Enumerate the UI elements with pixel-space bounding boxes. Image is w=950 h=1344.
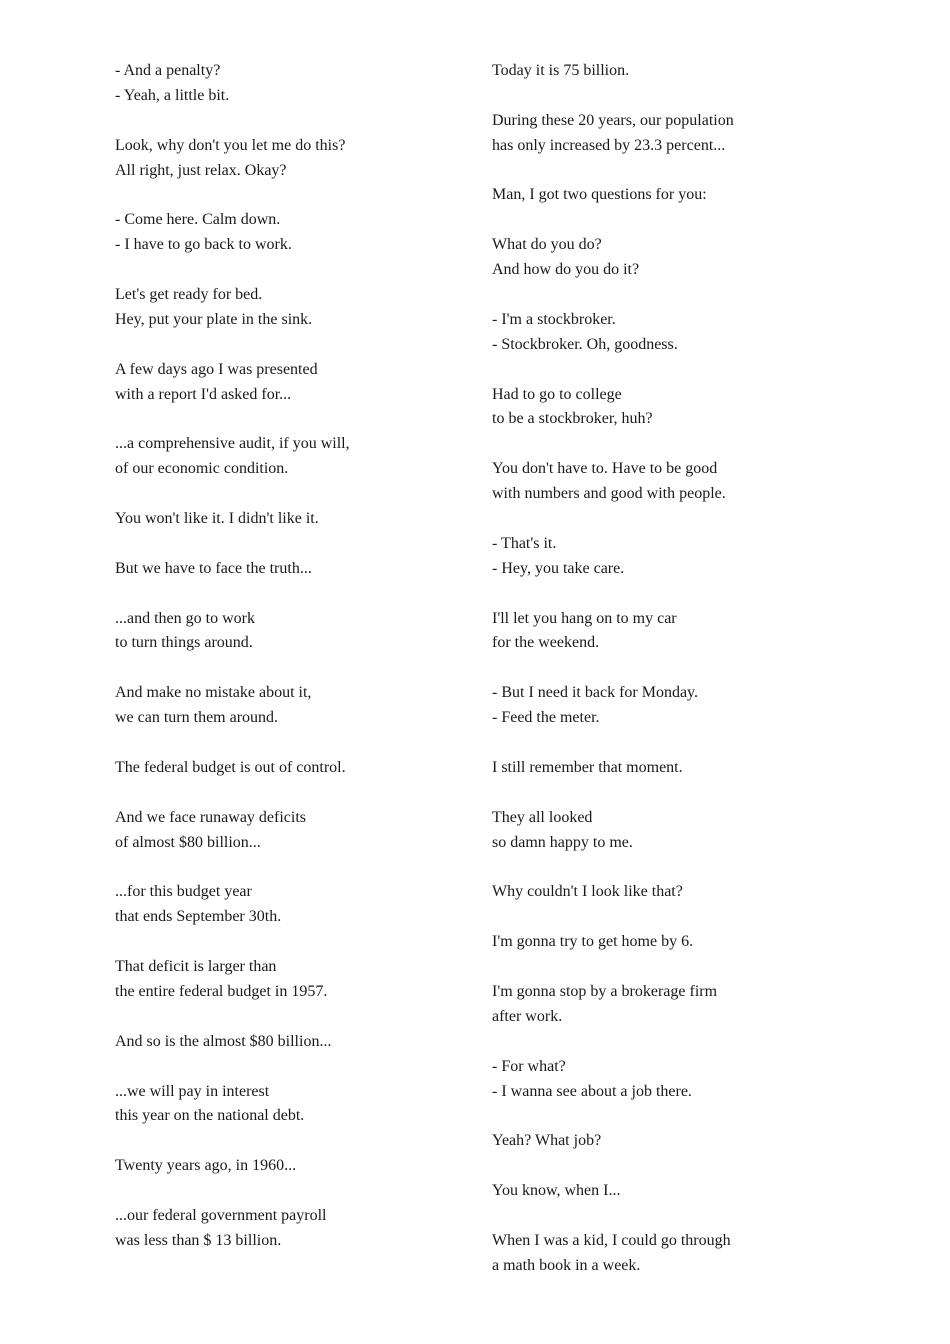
subtitle-block [492, 930, 832, 955]
subtitle-line: ...for this budget year [115, 883, 252, 901]
subtitle-line: ...we will pay in interest [115, 1082, 270, 1100]
subtitle-line: - I have to go back to work. [115, 236, 292, 254]
subtitle-block [115, 134, 455, 184]
subtitle-block [492, 457, 832, 507]
subtitle-block [492, 383, 832, 433]
subtitle-line: so damn happy to me. [492, 833, 633, 851]
subtitle-block [115, 59, 455, 109]
right-column [492, 59, 832, 1304]
subtitle-block [115, 681, 455, 731]
subtitle-line: And we face runaway deficits [115, 808, 307, 826]
subtitle-line: That deficit is larger than [115, 958, 277, 976]
subtitle-line: Had to go to college [492, 385, 622, 403]
subtitle-line: - Yeah, a little bit. [115, 86, 230, 104]
subtitle-block [492, 806, 832, 856]
subtitle-line: And how do you do it? [492, 261, 640, 279]
subtitle-line: And so is the almost $80 billion... [115, 1032, 332, 1050]
subtitle-line: after work. [492, 1007, 563, 1025]
subtitle-line: But we have to face the truth... [115, 559, 312, 577]
subtitle-line: we can turn them around. [115, 709, 279, 727]
subtitle-block [492, 308, 832, 358]
subtitle-block [492, 681, 832, 731]
subtitle-line: ...our federal government payroll [115, 1206, 327, 1224]
subtitle-block [115, 955, 455, 1005]
subtitle-block [492, 1129, 832, 1154]
subtitle-block [115, 283, 455, 333]
subtitle-line: - Feed the meter. [492, 709, 600, 727]
subtitle-line: ...and then go to work [115, 609, 255, 627]
subtitle-line: - That's it. [492, 534, 557, 552]
subtitle-line: You won't like it. I didn't like it. [115, 510, 319, 528]
subtitle-line: The federal budget is out of control. [115, 758, 346, 776]
subtitle-line: I'll let you hang on to my car [492, 609, 677, 627]
subtitle-line: Look, why don't you let me do this? [115, 136, 346, 154]
subtitle-line: I'm gonna try to get home by 6. [492, 933, 694, 951]
subtitle-line: Today it is 75 billion. [492, 62, 630, 79]
subtitle-line: They all looked [492, 808, 593, 826]
subtitle-line: this year on the national debt. [115, 1107, 305, 1125]
subtitle-block [492, 233, 832, 283]
subtitle-block [492, 532, 832, 582]
subtitle-block [115, 208, 455, 258]
subtitle-line: What do you do? [492, 236, 602, 254]
subtitle-line: You know, when I... [492, 1182, 621, 1200]
subtitle-block [115, 806, 455, 856]
subtitle-line: I'm gonna stop by a brokerage firm [492, 982, 718, 1000]
subtitle-line: the entire federal budget in 1957. [115, 982, 328, 1000]
subtitle-line: with numbers and good with people. [492, 485, 726, 503]
subtitle-line: to turn things around. [115, 634, 253, 652]
subtitle-line: - But I need it back for Monday. [492, 684, 699, 702]
subtitle-line: During these 20 years, our population [492, 111, 734, 129]
subtitle-block [492, 1055, 832, 1105]
subtitle-line: to be a stockbroker, huh? [492, 410, 653, 428]
subtitle-line: - I'm a stockbroker. [492, 310, 616, 328]
left-column [115, 59, 455, 1279]
subtitle-block [492, 183, 832, 208]
subtitle-line: of our economic condition. [115, 460, 289, 478]
subtitle-block [115, 607, 455, 657]
subtitle-line: of almost $80 billion... [115, 833, 261, 851]
subtitle-line: When I was a kid, I could go through [492, 1231, 731, 1249]
subtitle-line: for the weekend. [492, 634, 600, 652]
subtitle-line: A few days ago I was presented [115, 360, 318, 378]
subtitle-block [492, 756, 832, 781]
subtitle-line: - Stockbroker. Oh, goodness. [492, 335, 678, 353]
subtitle-block [492, 880, 832, 905]
subtitle-block [115, 880, 455, 930]
subtitle-line: has only increased by 23.3 percent... [492, 136, 726, 154]
subtitle-block [492, 1179, 832, 1204]
subtitle-line: - Come here. Calm down. [115, 211, 281, 229]
subtitle-block [115, 358, 455, 408]
subtitle-line: was less than $ 13 billion. [115, 1231, 282, 1249]
subtitle-block [115, 1204, 455, 1254]
subtitle-line: - I wanna see about a job there. [492, 1082, 692, 1100]
subtitle-line: with a report I'd asked for... [115, 385, 292, 403]
subtitle-line: Let's get ready for bed. [115, 286, 263, 304]
subtitle-line: Why couldn't I look like that? [492, 883, 683, 901]
subtitle-block [115, 1080, 455, 1130]
subtitle-block [492, 1229, 832, 1279]
subtitle-line: ...a comprehensive audit, if you will, [115, 435, 350, 453]
subtitle-block [115, 756, 455, 781]
subtitle-line: - For what? [492, 1057, 566, 1075]
subtitle-block [492, 980, 832, 1030]
subtitle-line: And make no mistake about it, [115, 684, 312, 702]
subtitle-line: - And a penalty? [115, 62, 221, 79]
subtitle-line: I still remember that moment. [492, 758, 683, 776]
subtitle-block [115, 1030, 455, 1055]
subtitle-line: Hey, put your plate in the sink. [115, 310, 313, 328]
subtitle-line: Yeah? What job? [492, 1132, 602, 1150]
subtitle-line: a math book in a week. [492, 1256, 641, 1274]
subtitle-block [492, 109, 832, 159]
subtitle-line: - Hey, you take care. [492, 559, 625, 577]
subtitle-block [115, 557, 455, 582]
subtitle-block [115, 1154, 455, 1179]
subtitle-block [115, 507, 455, 532]
subtitle-block [492, 59, 832, 84]
subtitle-block [115, 432, 455, 482]
subtitle-line: Twenty years ago, in 1960... [115, 1157, 297, 1175]
subtitle-line: All right, just relax. Okay? [115, 161, 287, 179]
subtitle-line: You don't have to. Have to be good [492, 460, 718, 478]
subtitle-block [492, 607, 832, 657]
subtitle-line: Man, I got two questions for you: [492, 186, 707, 204]
subtitle-line: that ends September 30th. [115, 908, 282, 926]
